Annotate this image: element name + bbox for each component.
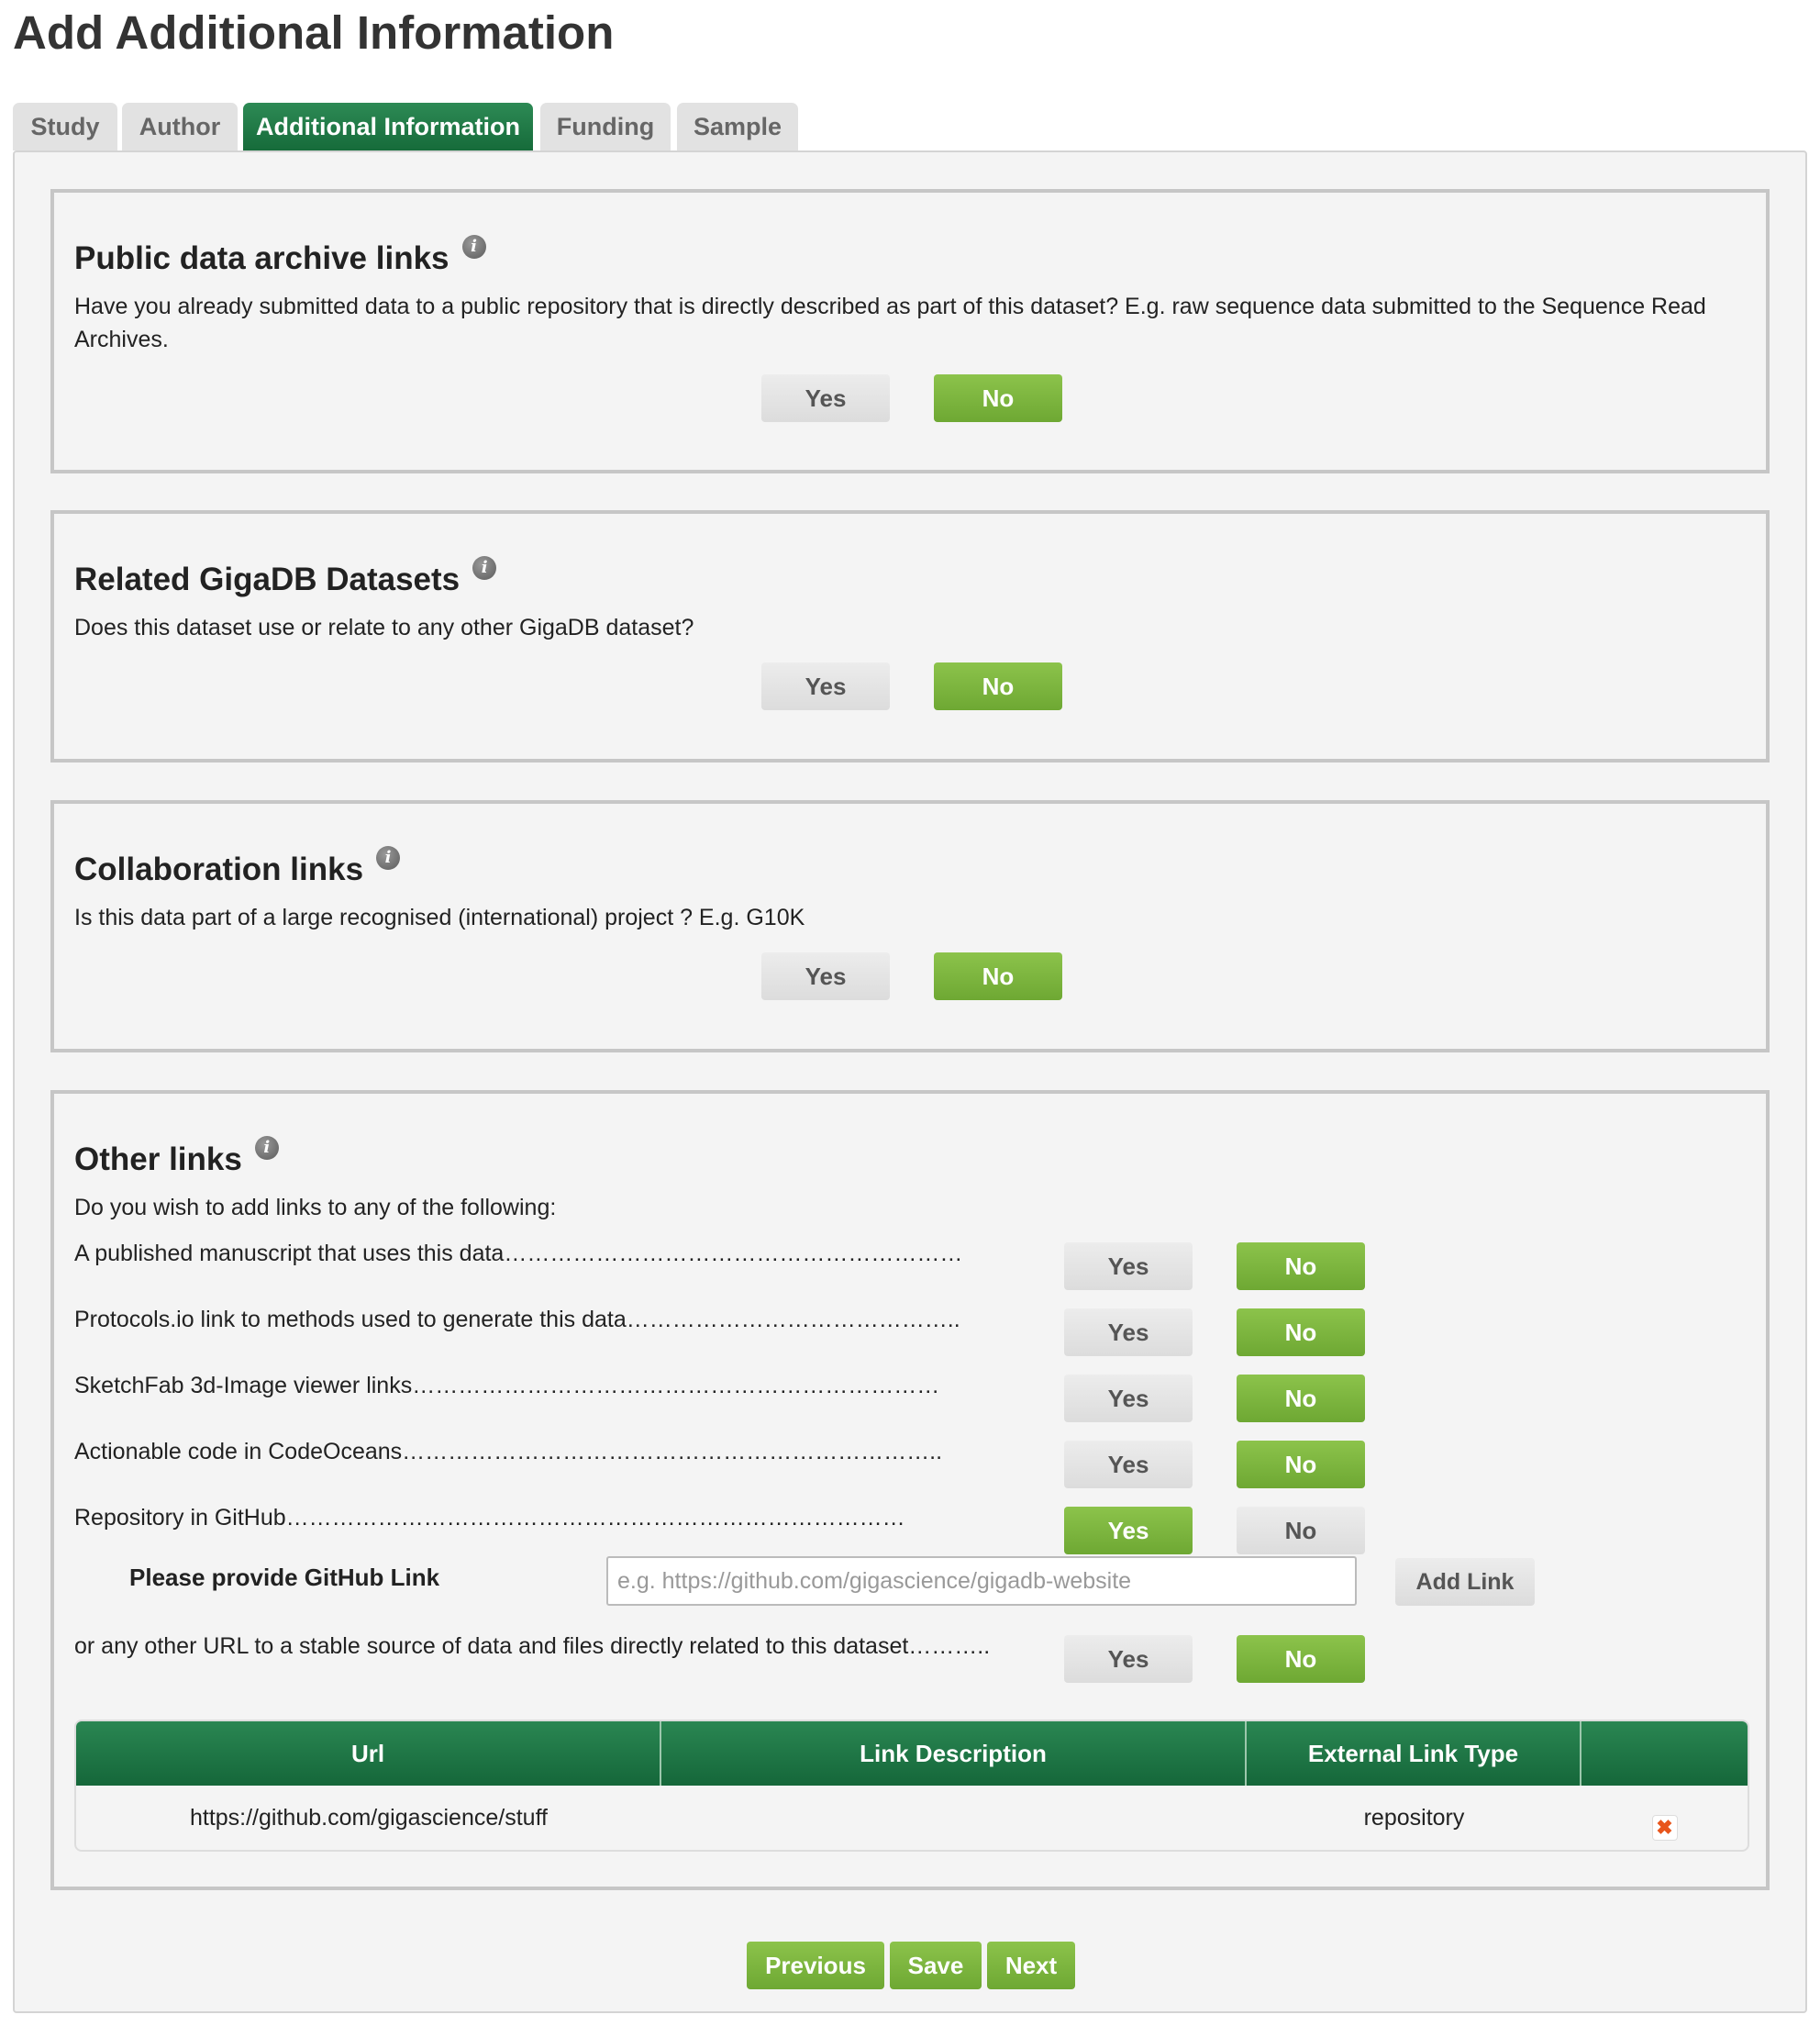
collab-no-button[interactable]: No (934, 952, 1062, 1000)
collaboration-links-section (50, 800, 1770, 1052)
next-button[interactable]: Next (987, 1942, 1075, 1989)
codeocean-no-button[interactable]: No (1237, 1441, 1365, 1488)
cell-url: https://github.com/gigascience/stuff (189, 1805, 549, 1831)
info-icon[interactable]: i (462, 235, 486, 259)
github-no-button[interactable]: No (1237, 1507, 1365, 1554)
codeocean-question: Actionable code in CodeOceans…………………………………………………………….. (74, 1439, 943, 1464)
protocols-question: Protocols.io link to methods used to generate this data…………………………………….. (74, 1307, 960, 1332)
manuscript-yes-button[interactable]: Yes (1064, 1242, 1193, 1290)
sketchfab-no-button[interactable]: No (1237, 1375, 1365, 1422)
column-header-url: Url (76, 1721, 661, 1786)
manuscript-question: A published manuscript that uses this data…………………………………………………… (74, 1241, 963, 1266)
tab-study[interactable]: Study (13, 103, 117, 150)
protocols-no-button[interactable]: No (1237, 1308, 1365, 1356)
collab-yes-button[interactable]: Yes (761, 952, 890, 1000)
add-link-button[interactable]: Add Link (1395, 1558, 1535, 1606)
tab-additional-information[interactable]: Additional Information (243, 103, 533, 150)
related-datasets-section (50, 510, 1770, 763)
page-title: Add Additional Information (13, 6, 615, 59)
github-link-input[interactable] (606, 1556, 1357, 1606)
info-icon[interactable]: i (376, 846, 400, 870)
other-url-no-button[interactable]: No (1237, 1635, 1365, 1683)
tab-sample[interactable]: Sample (677, 103, 798, 150)
protocols-yes-button[interactable]: Yes (1064, 1308, 1193, 1356)
cell-link-description (661, 1786, 1247, 1850)
tab-author[interactable]: Author (122, 103, 238, 150)
section-title-text: Related GigaDB Datasets (74, 562, 461, 597)
info-icon[interactable]: i (472, 556, 496, 580)
section-description: Have you already submitted data to a public repository that is directly described as part of this dataset? E.g. raw sequence data submitted to the Sequence Read Archives. (74, 294, 1706, 352)
delete-icon[interactable]: ✖ (1652, 1815, 1678, 1841)
section-title-text: Collaboration links (74, 852, 364, 887)
github-question: Repository in GitHub……………………………………………………………………… (74, 1505, 905, 1531)
table-header (76, 1721, 1748, 1786)
sketchfab-question: SketchFab 3d-Image viewer links…………………………………………………………… (74, 1373, 940, 1398)
form-panel (13, 150, 1807, 2013)
section-description: Does this dataset use or relate to any other GigaDB dataset? (74, 615, 694, 640)
github-link-label: Please provide GitHub Link (129, 1564, 440, 1591)
section-description: Do you wish to add links to any of the following: (74, 1195, 557, 1220)
public-yes-button[interactable]: Yes (761, 374, 890, 422)
section-title (74, 848, 400, 888)
section-title (74, 1138, 279, 1178)
section-title-text: Other links (74, 1141, 242, 1177)
sketchfab-yes-button[interactable]: Yes (1064, 1375, 1193, 1422)
cell-external-link-type: repository (1363, 1805, 1465, 1831)
related-yes-button[interactable]: Yes (761, 662, 890, 710)
links-table (74, 1720, 1749, 1852)
other-links-section (50, 1090, 1770, 1890)
other-url-question: or any other URL to a stable source of data and files directly related to this dataset……….. (74, 1633, 991, 1659)
public-no-button[interactable]: No (934, 374, 1062, 422)
section-description: Is this data part of a large recognised (international) project ? E.g. G10K (74, 905, 805, 930)
column-header-link-description: Link Description (661, 1721, 1247, 1786)
save-button[interactable]: Save (890, 1942, 982, 1989)
column-header-actions (1581, 1721, 1748, 1786)
column-header-external-link-type: External Link Type (1247, 1721, 1581, 1786)
github-yes-button[interactable]: Yes (1064, 1507, 1193, 1554)
manuscript-no-button[interactable]: No (1237, 1242, 1365, 1290)
section-title-text: Public data archive links (74, 240, 449, 276)
previous-button[interactable]: Previous (747, 1942, 884, 1989)
table-row (76, 1786, 1748, 1850)
related-no-button[interactable]: No (934, 662, 1062, 710)
other-url-yes-button[interactable]: Yes (1064, 1635, 1193, 1683)
section-title (74, 558, 496, 598)
tab-funding[interactable]: Funding (540, 103, 671, 150)
codeocean-yes-button[interactable]: Yes (1064, 1441, 1193, 1488)
cell-actions (1581, 1786, 1748, 1850)
section-title (74, 237, 486, 277)
info-icon[interactable]: i (255, 1136, 279, 1160)
public-data-archive-section (50, 189, 1770, 473)
